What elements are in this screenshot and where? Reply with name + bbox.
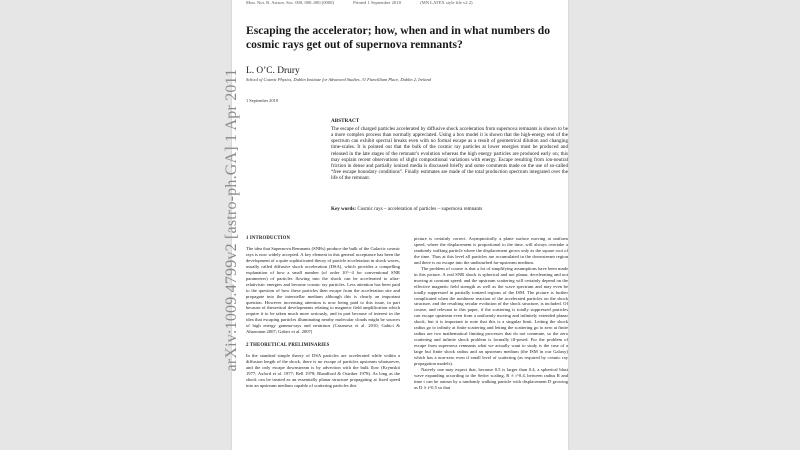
paper-author: L. O’C. Drury xyxy=(246,66,300,76)
keywords-line xyxy=(331,206,568,212)
printed-date: Printed 1 September 2018 xyxy=(353,0,401,5)
paper-page xyxy=(232,0,568,450)
section-heading-introduction: 1 INTRODUCTION xyxy=(246,236,291,241)
abstract-text: The escape of charged particles accelerated by diffusive shock acceleration from supernova remnants is shown to be a more complex process than normally appreciated. Using a box model it is shown that the high-energy end of the spectrum can exhibit spectral breaks even with no formal escape as a result of geometrical dilution and changing time-scales. It is pointed out that the bulk of the cosmic ray particles at lower energies must be produced and released in the late stages of the remnant’s evolution whereas the high energy particles are produced early on; this may explain recent observations of slight compositional variations with energy. Escape resulting from ion-neutral friction in dense and partially ionized media is discussed briefly and some comments made on the use of so-called “free escape boundary conditions”. Finally estimates are made of the total production spectrum integrated over the life of the remnant. xyxy=(331,125,568,182)
section-heading-theoretical-preliminaries: 2 THEORETICAL PRELIMINARIES xyxy=(246,343,330,349)
left-column xyxy=(246,236,400,389)
abstract-heading: ABSTRACT xyxy=(331,118,360,124)
right-paragraph-2: The problem of course is that a lot of simplifying assumptions have been made in this picture. A real SNR shock is spherical and not planar, decelerating and not moving at constant speed; and the upstream scattering will certainly depend on the effective magnetic field strength as well as the wave spectrum and may even be totally suppressed in partially ionized regions of the ISM. The picture is further complicated when the nonlinear reaction of the accelerated particles on the shock structure, and the resulting secular evolution of the shock structure, is included. Of course, and relevant to this paper, if the scattering is totally suppressed particles can escape upstream even from a uniformly moving and infinitely extended planar shock, but it is important to note that this is a singular limit. Letting the shock radius go to infinity at finite scattering and letting the scattering go to zero at finite radius are two mathematical limiting processes that do not commute, so the zero scattering and infinite shock problem is formally ill-posed. For the problem of escape from supernova remnants what we actually want to study is the case of a large but finite shock radius and an upstream medium (the ISM in our Galaxy) which has a non-zero even if small level of scattering (as required by cosmic ray propagation models). xyxy=(414,265,568,367)
right-column xyxy=(414,236,568,391)
style-file: (MN LATEX style file v2.2) xyxy=(420,0,473,5)
theory-paragraph: In the standard simple theory of DSA particles are accelerated while within a diffusion length of the shock, there is no escape of particles upstream whatsoever, and the only escape downstream is by advection with the bulk flow (Krymskii 1977; Axford et al. 1977; Bell 1978; Blandford & Ostriker 1978). As long as the shock can be treated as an essentially planar structure propagating at fixed speed into an upstream medium capable of scattering particles this xyxy=(246,353,400,388)
running-header xyxy=(246,0,568,5)
paper-title: Escaping the accelerator; how, when and in what numbers do cosmic rays get out of supernova remnants? xyxy=(246,24,551,51)
right-paragraph-1: picture is certainly correct. Asymptotically a plane surface moving at uniform speed, where the displacement is proportional to the time, will always overtake a randomly walking particle where the displacement grows only as the square root of the time. Thus at this level all particles are accumulated in the downstream region and there is no escape into the undisturbed far-upstream medium. xyxy=(414,236,568,265)
paper-date: 1 September 2018 xyxy=(246,98,278,103)
author-affiliation: School of Cosmic Physics, Dublin Institute for Advanced Studies, 31 Fitzwilliam Place, Dublin 2, Ireland xyxy=(246,77,431,82)
keywords-text: Cosmic rays – acceleration of particles – supernova remnants xyxy=(357,206,483,212)
introduction-paragraph: The idea that Supernova Remnants (SNRs) produce the bulk of the Galactic cosmic rays is now widely accepted. A key element in this general acceptance has been the development of a quite sophisticated theory of particle acceleration in shock waves, usually called diffusive shock acceleration (DSA), which provides a compelling explanation of how a small number (of order 10^−4 for conventional SNR parameters) of particles flowing into the shock can be accelerated to ultra-relativistic energies and become cosmic ray particles. Less attention has been paid to the question of how these particles then escape from the acceleration site and propagate into the interstellar medium although this is clearly an important question. However increasing attention is now being paid to this issue, in part because of theoretical developments relating to magnetic field amplification which require it to be taken much more seriously, and in part because of interest in the idea that escaping particles illuminating nearby molecular clouds might be sources of high energy gamma-rays and neutrinos (Casanova et al. 2010; Gabici & Aharonian 2007; Gabici et al. 2007) xyxy=(246,245,400,335)
abstract-block xyxy=(331,118,568,182)
journal-citation: Mon. Not. R. Astron. Soc. 000, 000–000 (0000) xyxy=(246,0,334,5)
right-paragraph-3: Naively one may expect that, because 0.5 is larger than 0.4, a spherical blast wave expanding according to the Sedov scaling, R ∝ t^0.4, between radius R and time t can be outrun by a randomly walking particle with displacement D growing as D ∝ t^0.5 so that xyxy=(414,366,568,390)
keywords-label: Key words: xyxy=(331,206,357,212)
arxiv-identifier-stamp: arXiv:1009.4799v2 [astro-ph.GA] 1 Apr 2011 xyxy=(223,68,240,372)
